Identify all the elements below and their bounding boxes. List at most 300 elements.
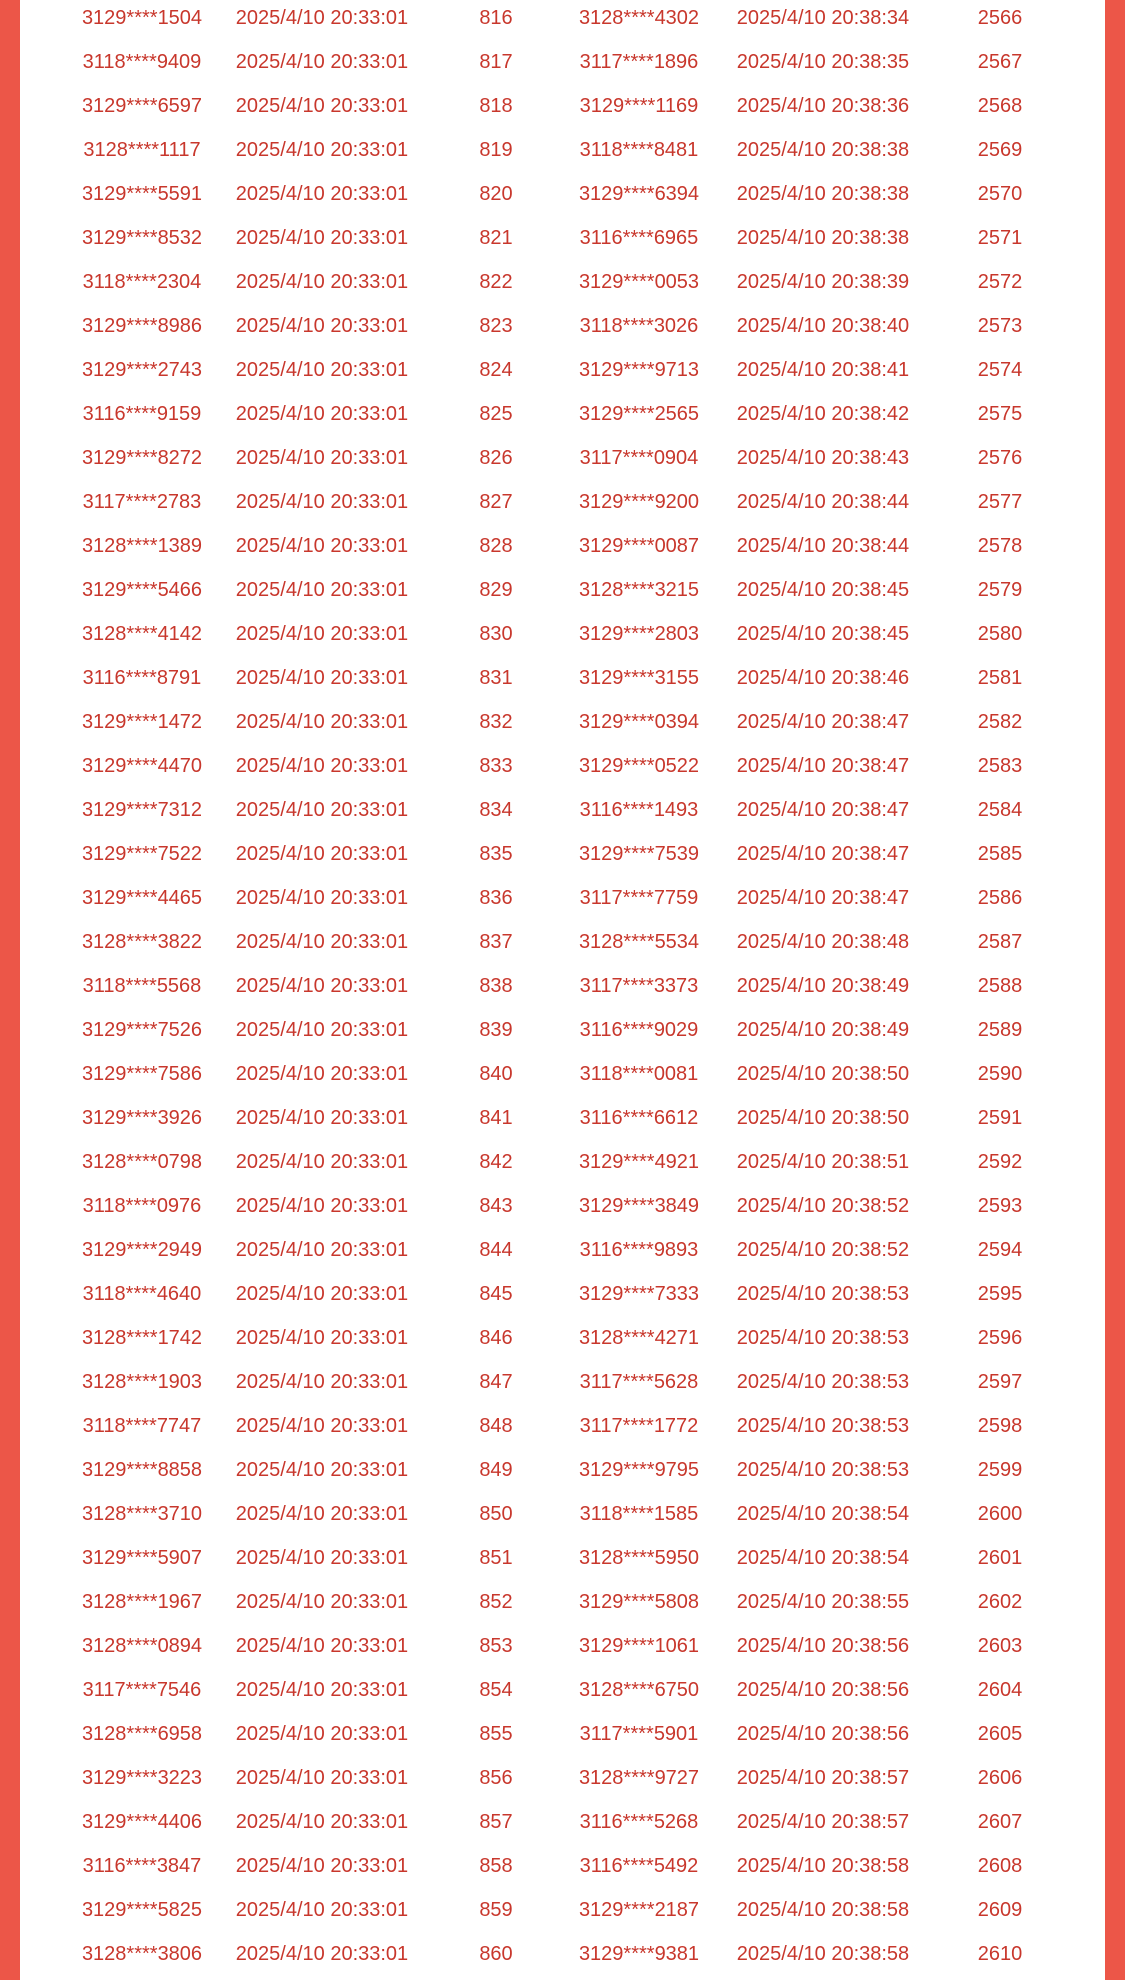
left-rank-cell: 859 [479,1899,513,1921]
left-phone-cell: 3129****4470 [81,755,203,777]
right-phone-cell: 3128****3215 [578,579,700,601]
table-row [20,1364,1105,1408]
table-row [20,792,1105,836]
right-rank-cell: 2593 [977,1195,1023,1217]
table-row [20,264,1105,308]
right-rank-cell: 2597 [977,1371,1023,1393]
table-row [20,968,1105,1012]
results-panel [20,0,1105,1980]
left-rank-cell: 843 [479,1195,513,1217]
right-phone-cell: 3128****4271 [578,1327,700,1349]
right-time-cell: 2025/4/10 20:38:54 [736,1503,910,1525]
table-row [20,1672,1105,1716]
left-phone-cell: 3116****9159 [82,403,202,425]
table-row [20,1716,1105,1760]
right-rank-cell: 2579 [977,579,1023,601]
right-time-cell: 2025/4/10 20:38:38 [736,227,910,249]
left-time-cell: 2025/4/10 20:33:01 [235,491,409,513]
table-row [20,1232,1105,1276]
left-phone-cell: 3129****8272 [81,447,203,469]
left-phone-cell: 3118****9409 [82,51,202,73]
left-time-cell: 2025/4/10 20:33:01 [235,447,409,469]
left-phone-cell: 3129****8986 [81,315,203,337]
left-time-cell: 2025/4/10 20:33:01 [235,1767,409,1789]
left-time-cell: 2025/4/10 20:33:01 [235,887,409,909]
left-rank-cell: 855 [479,1723,513,1745]
table-row [20,1276,1105,1320]
left-rank-cell: 840 [479,1063,513,1085]
right-rank-cell: 2572 [977,271,1023,293]
right-rank-cell: 2592 [977,1151,1023,1173]
right-rank-cell: 2578 [977,535,1023,557]
right-phone-cell: 3118****8481 [579,139,699,161]
left-phone-cell: 3118****4640 [82,1283,202,1305]
left-time-cell: 2025/4/10 20:33:01 [235,843,409,865]
left-time-cell: 2025/4/10 20:33:01 [235,667,409,689]
left-phone-cell: 3128****6958 [81,1723,203,1745]
right-time-cell: 2025/4/10 20:38:48 [736,931,910,953]
table-row [20,44,1105,88]
left-rank-cell: 854 [479,1679,513,1701]
right-time-cell: 2025/4/10 20:38:41 [736,359,910,381]
right-phone-cell: 3118****0081 [579,1063,699,1085]
table-row [20,1936,1105,1980]
left-phone-cell: 3118****2304 [82,271,202,293]
right-time-cell: 2025/4/10 20:38:56 [736,1635,910,1657]
left-time-cell: 2025/4/10 20:33:01 [235,799,409,821]
left-phone-cell: 3129****1504 [81,7,203,29]
right-rank-cell: 2581 [977,667,1023,689]
right-rank-cell: 2588 [977,975,1023,997]
right-phone-cell: 3129****0522 [578,755,700,777]
table-row [20,660,1105,704]
right-rank-cell: 2598 [977,1415,1023,1437]
left-time-cell: 2025/4/10 20:33:01 [235,579,409,601]
left-time-cell: 2025/4/10 20:33:01 [235,139,409,161]
right-rank-cell: 2571 [977,227,1023,249]
left-time-cell: 2025/4/10 20:33:01 [235,623,409,645]
table-row [20,1100,1105,1144]
table-row [20,1408,1105,1452]
left-time-cell: 2025/4/10 20:33:01 [235,1723,409,1745]
left-time-cell: 2025/4/10 20:33:01 [235,535,409,557]
right-time-cell: 2025/4/10 20:38:52 [736,1195,910,1217]
table-row [20,132,1105,176]
table-row [20,704,1105,748]
left-phone-cell: 3118****0976 [82,1195,202,1217]
left-rank-cell: 853 [479,1635,513,1657]
right-rank-cell: 2610 [977,1943,1023,1965]
right-phone-cell: 3118****1585 [579,1503,699,1525]
right-phone-cell: 3117****7759 [579,887,699,909]
left-phone-cell: 3129****7586 [81,1063,203,1085]
right-phone-cell: 3129****9381 [578,1943,700,1965]
left-phone-cell: 3128****0798 [81,1151,203,1173]
table-row [20,1760,1105,1804]
right-rank-cell: 2574 [977,359,1023,381]
right-time-cell: 2025/4/10 20:38:34 [736,7,910,29]
left-rank-cell: 832 [479,711,513,733]
right-time-cell: 2025/4/10 20:38:53 [736,1371,910,1393]
right-time-cell: 2025/4/10 20:38:58 [736,1943,910,1965]
left-phone-cell: 3129****4465 [81,887,203,909]
right-time-cell: 2025/4/10 20:38:36 [736,95,910,117]
table-row [20,1496,1105,1540]
right-rank-cell: 2569 [977,139,1023,161]
left-time-cell: 2025/4/10 20:33:01 [235,183,409,205]
right-phone-cell: 3129****1061 [578,1635,700,1657]
left-phone-cell: 3116****8791 [82,667,202,689]
table-row [20,308,1105,352]
left-phone-cell: 3117****2783 [82,491,202,513]
left-rank-cell: 829 [479,579,513,601]
left-time-cell: 2025/4/10 20:33:01 [235,1679,409,1701]
table-row [20,528,1105,572]
right-rank-cell: 2575 [977,403,1023,425]
left-rank-cell: 856 [479,1767,513,1789]
left-time-cell: 2025/4/10 20:33:01 [235,1811,409,1833]
table-row [20,1848,1105,1892]
left-phone-cell: 3128****3822 [81,931,203,953]
right-rank-cell: 2600 [977,1503,1023,1525]
table-row [20,924,1105,968]
right-rank-cell: 2566 [977,7,1023,29]
left-phone-cell: 3129****1472 [81,711,203,733]
right-phone-cell: 3117****1896 [579,51,699,73]
right-time-cell: 2025/4/10 20:38:47 [736,711,910,733]
right-time-cell: 2025/4/10 20:38:54 [736,1547,910,1569]
table-row [20,176,1105,220]
left-rank-cell: 849 [479,1459,513,1481]
right-phone-cell: 3116****9893 [579,1239,699,1261]
table-row [20,88,1105,132]
table-row [20,1628,1105,1672]
right-rank-cell: 2601 [977,1547,1023,1569]
right-phone-cell: 3116****5492 [579,1855,699,1877]
left-time-cell: 2025/4/10 20:33:01 [235,1327,409,1349]
left-rank-cell: 818 [479,95,513,117]
right-rank-cell: 2573 [977,315,1023,337]
right-time-cell: 2025/4/10 20:38:53 [736,1415,910,1437]
left-rank-cell: 844 [479,1239,513,1261]
left-rank-cell: 819 [479,139,513,161]
results-table [20,0,1105,1980]
right-rank-cell: 2580 [977,623,1023,645]
left-rank-cell: 846 [479,1327,513,1349]
left-rank-cell: 850 [479,1503,513,1525]
left-phone-cell: 3129****7526 [81,1019,203,1041]
right-rank-cell: 2590 [977,1063,1023,1085]
right-time-cell: 2025/4/10 20:38:52 [736,1239,910,1261]
left-phone-cell: 3129****3223 [81,1767,203,1789]
left-phone-cell: 3129****3926 [81,1107,203,1129]
left-time-cell: 2025/4/10 20:33:01 [235,1107,409,1129]
table-row [20,396,1105,440]
left-time-cell: 2025/4/10 20:33:01 [235,975,409,997]
right-rank-cell: 2608 [977,1855,1023,1877]
right-time-cell: 2025/4/10 20:38:58 [736,1855,910,1877]
left-phone-cell: 3129****6597 [81,95,203,117]
right-rank-cell: 2570 [977,183,1023,205]
right-time-cell: 2025/4/10 20:38:44 [736,535,910,557]
right-time-cell: 2025/4/10 20:38:51 [736,1151,910,1173]
right-rank-cell: 2603 [977,1635,1023,1657]
right-phone-cell: 3117****5628 [579,1371,699,1393]
left-rank-cell: 845 [479,1283,513,1305]
left-rank-cell: 828 [479,535,513,557]
left-phone-cell: 3128****1389 [81,535,203,557]
left-phone-cell: 3129****8532 [81,227,203,249]
left-time-cell: 2025/4/10 20:33:01 [235,7,409,29]
left-time-cell: 2025/4/10 20:33:01 [235,1855,409,1877]
right-phone-cell: 3129****7333 [578,1283,700,1305]
right-time-cell: 2025/4/10 20:38:53 [736,1283,910,1305]
left-time-cell: 2025/4/10 20:33:01 [235,51,409,73]
left-rank-cell: 836 [479,887,513,909]
left-rank-cell: 830 [479,623,513,645]
left-phone-cell: 3128****4142 [81,623,203,645]
left-time-cell: 2025/4/10 20:33:01 [235,1283,409,1305]
left-phone-cell: 3128****1742 [81,1327,203,1349]
left-rank-cell: 841 [479,1107,513,1129]
right-rank-cell: 2599 [977,1459,1023,1481]
left-phone-cell: 3129****5591 [81,183,203,205]
right-rank-cell: 2604 [977,1679,1023,1701]
right-time-cell: 2025/4/10 20:38:47 [736,887,910,909]
left-time-cell: 2025/4/10 20:33:01 [235,931,409,953]
right-rank-cell: 2568 [977,95,1023,117]
left-rank-cell: 838 [479,975,513,997]
left-rank-cell: 860 [479,1943,513,1965]
left-phone-cell: 3129****7312 [81,799,203,821]
table-row [20,880,1105,924]
right-time-cell: 2025/4/10 20:38:50 [736,1107,910,1129]
table-row [20,748,1105,792]
right-phone-cell: 3129****1169 [579,95,699,117]
left-time-cell: 2025/4/10 20:33:01 [235,227,409,249]
left-time-cell: 2025/4/10 20:33:01 [235,359,409,381]
left-time-cell: 2025/4/10 20:33:01 [235,1019,409,1041]
right-time-cell: 2025/4/10 20:38:35 [736,51,910,73]
table-row [20,1188,1105,1232]
table-row [20,440,1105,484]
left-time-cell: 2025/4/10 20:33:01 [235,271,409,293]
right-rank-cell: 2605 [977,1723,1023,1745]
left-rank-cell: 833 [479,755,513,777]
left-rank-cell: 858 [479,1855,513,1877]
left-phone-cell: 3129****5466 [81,579,203,601]
left-time-cell: 2025/4/10 20:33:01 [235,1591,409,1613]
right-rank-cell: 2596 [977,1327,1023,1349]
right-phone-cell: 3129****3849 [578,1195,700,1217]
right-time-cell: 2025/4/10 20:38:53 [736,1459,910,1481]
left-rank-cell: 851 [479,1547,513,1569]
left-phone-cell: 3118****7747 [82,1415,202,1437]
left-rank-cell: 822 [479,271,513,293]
right-rank-cell: 2594 [977,1239,1023,1261]
left-time-cell: 2025/4/10 20:33:01 [235,1899,409,1921]
right-rank-cell: 2576 [977,447,1023,469]
right-rank-cell: 2591 [977,1107,1023,1129]
right-phone-cell: 3117****1772 [579,1415,699,1437]
left-time-cell: 2025/4/10 20:33:01 [235,755,409,777]
left-phone-cell: 3128****1117 [83,139,201,161]
right-time-cell: 2025/4/10 20:38:47 [736,755,910,777]
right-time-cell: 2025/4/10 20:38:43 [736,447,910,469]
right-rank-cell: 2586 [977,887,1023,909]
left-rank-cell: 831 [479,667,513,689]
right-phone-cell: 3116****5268 [579,1811,699,1833]
right-time-cell: 2025/4/10 20:38:38 [736,183,910,205]
left-rank-cell: 816 [479,7,513,29]
left-phone-cell: 3128****0894 [81,1635,203,1657]
right-phone-cell: 3128****9727 [578,1767,700,1789]
left-rank-cell: 824 [479,359,513,381]
right-rank-cell: 2577 [977,491,1023,513]
table-row [20,1804,1105,1848]
table-row [20,0,1105,44]
left-time-cell: 2025/4/10 20:33:01 [235,711,409,733]
left-rank-cell: 825 [479,403,513,425]
right-phone-cell: 3129****3155 [578,667,700,689]
left-phone-cell: 3128****1967 [81,1591,203,1613]
right-time-cell: 2025/4/10 20:38:57 [736,1767,910,1789]
table-row [20,484,1105,528]
right-time-cell: 2025/4/10 20:38:45 [736,579,910,601]
right-rank-cell: 2584 [977,799,1023,821]
right-phone-cell: 3129****0053 [578,271,700,293]
right-phone-cell: 3117****5901 [579,1723,699,1745]
left-phone-cell: 3128****1903 [81,1371,203,1393]
left-rank-cell: 820 [479,183,513,205]
left-time-cell: 2025/4/10 20:33:01 [235,1239,409,1261]
right-time-cell: 2025/4/10 20:38:40 [736,315,910,337]
left-rank-cell: 848 [479,1415,513,1437]
left-rank-cell: 837 [479,931,513,953]
left-time-cell: 2025/4/10 20:33:01 [235,1459,409,1481]
table-row [20,352,1105,396]
right-rank-cell: 2595 [977,1283,1023,1305]
right-phone-cell: 3129****9713 [578,359,700,381]
right-time-cell: 2025/4/10 20:38:39 [736,271,910,293]
right-rank-cell: 2607 [977,1811,1023,1833]
right-phone-cell: 3129****2187 [578,1899,700,1921]
left-time-cell: 2025/4/10 20:33:01 [235,1063,409,1085]
right-time-cell: 2025/4/10 20:38:50 [736,1063,910,1085]
left-time-cell: 2025/4/10 20:33:01 [235,1151,409,1173]
table-row [20,1144,1105,1188]
right-phone-cell: 3117****3373 [579,975,699,997]
table-row [20,572,1105,616]
right-rank-cell: 2567 [977,51,1023,73]
left-rank-cell: 835 [479,843,513,865]
left-rank-cell: 817 [479,51,513,73]
right-rank-cell: 2583 [977,755,1023,777]
right-time-cell: 2025/4/10 20:38:47 [736,799,910,821]
table-row [20,1892,1105,1936]
left-time-cell: 2025/4/10 20:33:01 [235,403,409,425]
right-phone-cell: 3129****2565 [578,403,700,425]
left-phone-cell: 3129****2743 [81,359,203,381]
left-time-cell: 2025/4/10 20:33:01 [235,1415,409,1437]
right-time-cell: 2025/4/10 20:38:42 [736,403,910,425]
left-time-cell: 2025/4/10 20:33:01 [235,1503,409,1525]
right-phone-cell: 3129****0394 [578,711,700,733]
table-row [20,1540,1105,1584]
right-phone-cell: 3116****1493 [579,799,699,821]
right-rank-cell: 2582 [977,711,1023,733]
right-rank-cell: 2609 [977,1899,1023,1921]
right-time-cell: 2025/4/10 20:38:55 [736,1591,910,1613]
right-phone-cell: 3128****4302 [578,7,700,29]
left-time-cell: 2025/4/10 20:33:01 [235,315,409,337]
table-row [20,1012,1105,1056]
table-row [20,616,1105,660]
table-row [20,1056,1105,1100]
right-phone-cell: 3128****5950 [578,1547,700,1569]
left-rank-cell: 834 [479,799,513,821]
right-rank-cell: 2589 [977,1019,1023,1041]
left-time-cell: 2025/4/10 20:33:01 [235,1195,409,1217]
left-phone-cell: 3118****5568 [82,975,202,997]
right-phone-cell: 3129****4921 [578,1151,700,1173]
right-time-cell: 2025/4/10 20:38:57 [736,1811,910,1833]
right-phone-cell: 3129****7539 [578,843,700,865]
left-rank-cell: 839 [479,1019,513,1041]
left-time-cell: 2025/4/10 20:33:01 [235,1547,409,1569]
left-rank-cell: 826 [479,447,513,469]
right-phone-cell: 3116****6612 [579,1107,699,1129]
left-rank-cell: 857 [479,1811,513,1833]
right-phone-cell: 3116****6965 [579,227,699,249]
left-phone-cell: 3129****5825 [81,1899,203,1921]
left-phone-cell: 3116****3847 [82,1855,202,1877]
left-time-cell: 2025/4/10 20:33:01 [235,1371,409,1393]
right-phone-cell: 3129****5808 [578,1591,700,1613]
left-phone-cell: 3129****2949 [81,1239,203,1261]
right-time-cell: 2025/4/10 20:38:46 [736,667,910,689]
right-time-cell: 2025/4/10 20:38:44 [736,491,910,513]
right-phone-cell: 3129****9200 [578,491,700,513]
right-time-cell: 2025/4/10 20:38:38 [736,139,910,161]
right-rank-cell: 2606 [977,1767,1023,1789]
left-phone-cell: 3128****3710 [81,1503,203,1525]
right-phone-cell: 3129****0087 [578,535,700,557]
right-time-cell: 2025/4/10 20:38:49 [736,1019,910,1041]
right-phone-cell: 3128****5534 [578,931,700,953]
left-rank-cell: 852 [479,1591,513,1613]
left-rank-cell: 823 [479,315,513,337]
right-rank-cell: 2587 [977,931,1023,953]
right-phone-cell: 3129****6394 [578,183,700,205]
table-row [20,220,1105,264]
right-rank-cell: 2602 [977,1591,1023,1613]
left-phone-cell: 3129****4406 [81,1811,203,1833]
left-rank-cell: 827 [479,491,513,513]
right-phone-cell: 3129****2803 [578,623,700,645]
left-time-cell: 2025/4/10 20:33:01 [235,95,409,117]
right-time-cell: 2025/4/10 20:38:45 [736,623,910,645]
right-time-cell: 2025/4/10 20:38:49 [736,975,910,997]
right-time-cell: 2025/4/10 20:38:53 [736,1327,910,1349]
left-rank-cell: 821 [479,227,513,249]
left-time-cell: 2025/4/10 20:33:01 [235,1943,409,1965]
left-phone-cell: 3117****7546 [82,1679,202,1701]
right-rank-cell: 2585 [977,843,1023,865]
left-time-cell: 2025/4/10 20:33:01 [235,1635,409,1657]
table-row [20,1584,1105,1628]
right-time-cell: 2025/4/10 20:38:56 [736,1723,910,1745]
